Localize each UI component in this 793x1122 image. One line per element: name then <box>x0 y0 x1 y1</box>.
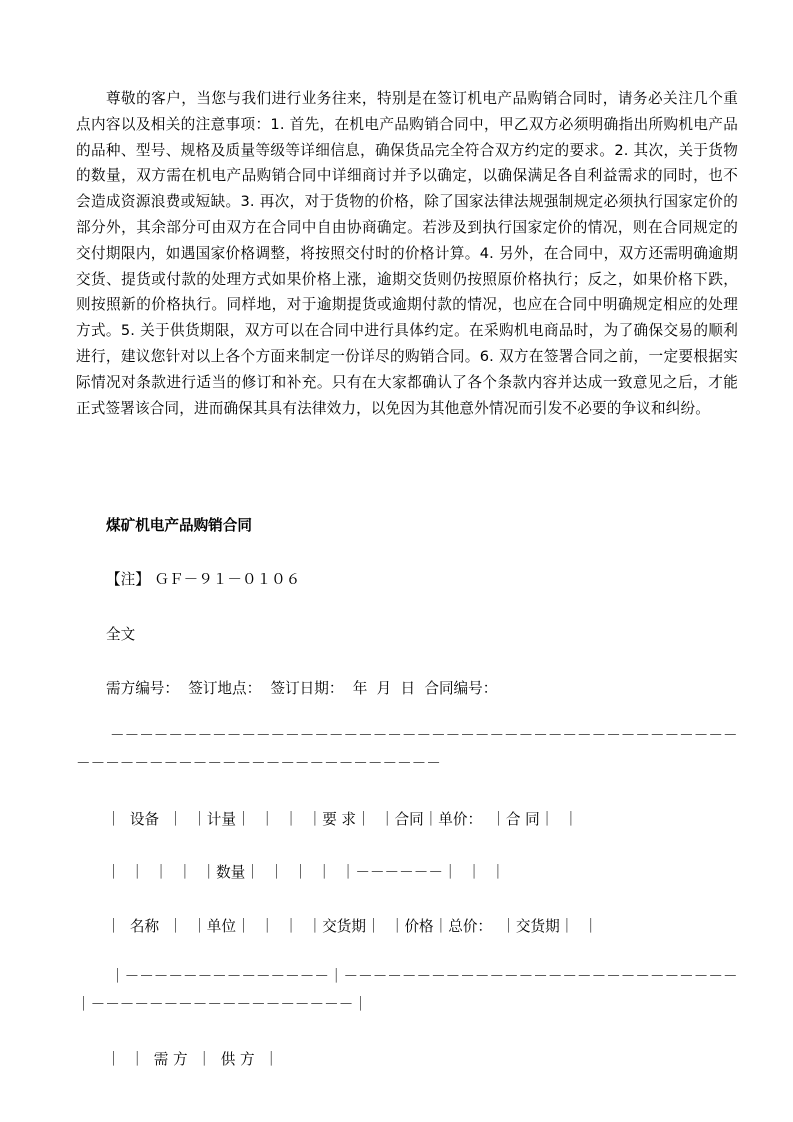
contract-title: 煤矿机电产品购销合同 <box>106 517 252 534</box>
separator-line: －－－－－－－－－－－－－－－－－－－－－－－－－－－－－－－－－－－－－－－－－－－－－－－－－－－－－－－－－－－－－－－－－－－－ <box>76 727 738 772</box>
intro-paragraph: 尊敬的客户，当您与我们进行业务往来，特别是在签订机电产品购销合同时，请务必关注几个重点内容以及相关的注意事项：1. 首先，在机电产品购销合同中，甲乙双方必须明确指出所购机电产品的品种、型号、规格及质量等级等详细信息，确保货品完全符合双方约定的要求。2. 其次，关于货物的数量，双方需在机电产品购销合同中详细商讨并予以确定，以确保满足各自利益需求的同时，也不会造成资源浪费或短缺。3. 再次，对于货物的价格，除了国家法律法规强制规定必须执行国家定价的部分外，其余部分可由双方在合同中自由协商确定。若涉及到执行国家定价的情况，则在合同规定的交付期限内，如遇国家价格调整，将按照交付时的价格计算。4. 另外，在合同中，双方还需明确逾期交货、提货或付款的处理方式如果价格上涨，逾期交货则仍按照原价格执行；反之，如果价格下跌，则按照新的价格执行。同样地，对于逾期提货或逾期付款的情况，也应在合同中明确规定相应的处理方式。5. 关于供货期限，双方可以在合同中进行具体约定。在采购机电商品时，为了确保交易的顺利进行，建议您针对以上各个方面来制定一份详尽的购销合同。6. 双方在签署合同之前，一定要根据实际情况对条款进行适当的修订和补充。只有在大家都确认了各个条款内容并达成一致意见之后，才能正式签署该合同，进而确保其具有法律效力，以免因为其他意外情况而引发不必要的争议和纠纷。 <box>76 90 738 417</box>
table-row: ｜ 设备 ｜ ｜计量｜ ｜ ｜ ｜要 求｜ ｜合同｜单价： ｜合 同｜ ｜ <box>106 811 579 828</box>
header-fields: 需方编号： 签订地点： 签订日期： 年 月 日 合同编号： <box>106 680 498 697</box>
table-separator: ｜－－－－－－－－－－－－－－｜－－－－－－－－－－－－－－－－－－－－－－－－－－－｜－－－－－－－－－－－－－－－－－－｜ <box>76 968 738 1013</box>
standard-note: 【注】 ＧＦ－９１－０１０６ <box>106 571 301 588</box>
table-row: ｜ 名称 ｜ ｜单位｜ ｜ ｜ ｜交货期｜ ｜价格｜总价： ｜交货期｜ ｜ <box>106 918 599 935</box>
table-row: ｜ ｜ ｜ ｜ ｜数量｜ ｜ ｜ ｜ ｜－－－－－－｜ ｜ ｜ <box>106 864 506 881</box>
full-text-label: 全文 <box>106 626 136 643</box>
table-row: ｜ ｜ 需 方 ｜ 供 方 ｜ <box>106 1051 279 1068</box>
